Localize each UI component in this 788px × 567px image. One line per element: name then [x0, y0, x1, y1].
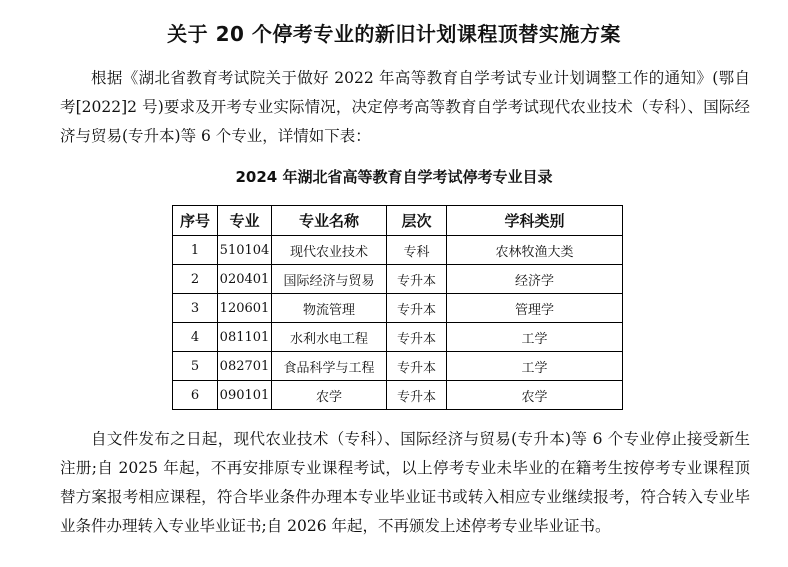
cell-major-name: 农学 — [272, 381, 387, 410]
table-row — [173, 236, 623, 265]
cell-seq: 1 — [173, 236, 218, 265]
cell-seq: 2 — [173, 265, 218, 294]
cell-level: 专科 — [387, 236, 447, 265]
table-header-row — [173, 206, 623, 236]
cell-code: 020401 — [218, 265, 272, 294]
header-major-name: 专业名称 — [272, 206, 387, 236]
table-title: 2024 年湖北省高等教育自学考试停考专业目录 — [235, 168, 553, 186]
cell-seq: 5 — [173, 352, 218, 381]
intro-paragraph: 根据《湖北省教育考试院关于做好 2022 年高等教育自学考试专业计划调整工作的通知》(鄂自考[2022]2 号)要求及开考专业实际情况，决定停考高等教育自学考试现代农业技术（专科）、国际经济与贸易(专升本)等 6 个专业，详情如下表： — [60, 69, 750, 145]
cell-major-name: 食品科学与工程 — [272, 352, 387, 381]
cell-level: 专升本 — [387, 381, 447, 410]
cell-code: 081101 — [218, 323, 272, 352]
cell-code: 090101 — [218, 381, 272, 410]
suspended-majors-table — [172, 205, 623, 410]
cell-major-name: 国际经济与贸易 — [272, 265, 387, 294]
cell-discipline: 经济学 — [447, 265, 623, 294]
cell-code: 510104 — [218, 236, 272, 265]
cell-major-name: 水利水电工程 — [272, 323, 387, 352]
cell-seq: 3 — [173, 294, 218, 323]
cell-major-name: 现代农业技术 — [272, 236, 387, 265]
closing-paragraph: 自文件发布之日起，现代农业技术（专科）、国际经济与贸易(专升本)等 6 个专业停止接受新生注册;自 2025 年起，不再安排原专业课程考试，以上停考专业未毕业的在籍考生按停考专业课程顶替方案报考相应课程，符合毕业条件办理本专业毕业证书或转入相应专业继续报考，符合转入专业毕业条件办理转入专业毕业证书;自 2026 年起，不再颁发上述停考专业毕业证书。 — [60, 430, 750, 535]
cell-seq: 6 — [173, 381, 218, 410]
document-title: 关于 20 个停考专业的新旧计划课程顶替实施方案 — [167, 22, 621, 46]
cell-seq: 4 — [173, 323, 218, 352]
cell-major-name: 物流管理 — [272, 294, 387, 323]
cell-level: 专升本 — [387, 352, 447, 381]
header-seq: 序号 — [173, 206, 218, 236]
table-row — [173, 265, 623, 294]
header-code: 专业 — [218, 206, 272, 236]
cell-discipline: 工学 — [447, 323, 623, 352]
cell-discipline: 工学 — [447, 352, 623, 381]
header-discipline: 学科类别 — [447, 206, 623, 236]
cell-discipline: 农林牧渔大类 — [447, 236, 623, 265]
cell-level: 专升本 — [387, 265, 447, 294]
cell-code: 082701 — [218, 352, 272, 381]
table-row — [173, 294, 623, 323]
cell-level: 专升本 — [387, 323, 447, 352]
header-level: 层次 — [387, 206, 447, 236]
table-row — [173, 381, 623, 410]
table-row — [173, 323, 623, 352]
cell-discipline: 管理学 — [447, 294, 623, 323]
table-row — [173, 352, 623, 381]
cell-level: 专升本 — [387, 294, 447, 323]
cell-discipline: 农学 — [447, 381, 623, 410]
cell-code: 120601 — [218, 294, 272, 323]
